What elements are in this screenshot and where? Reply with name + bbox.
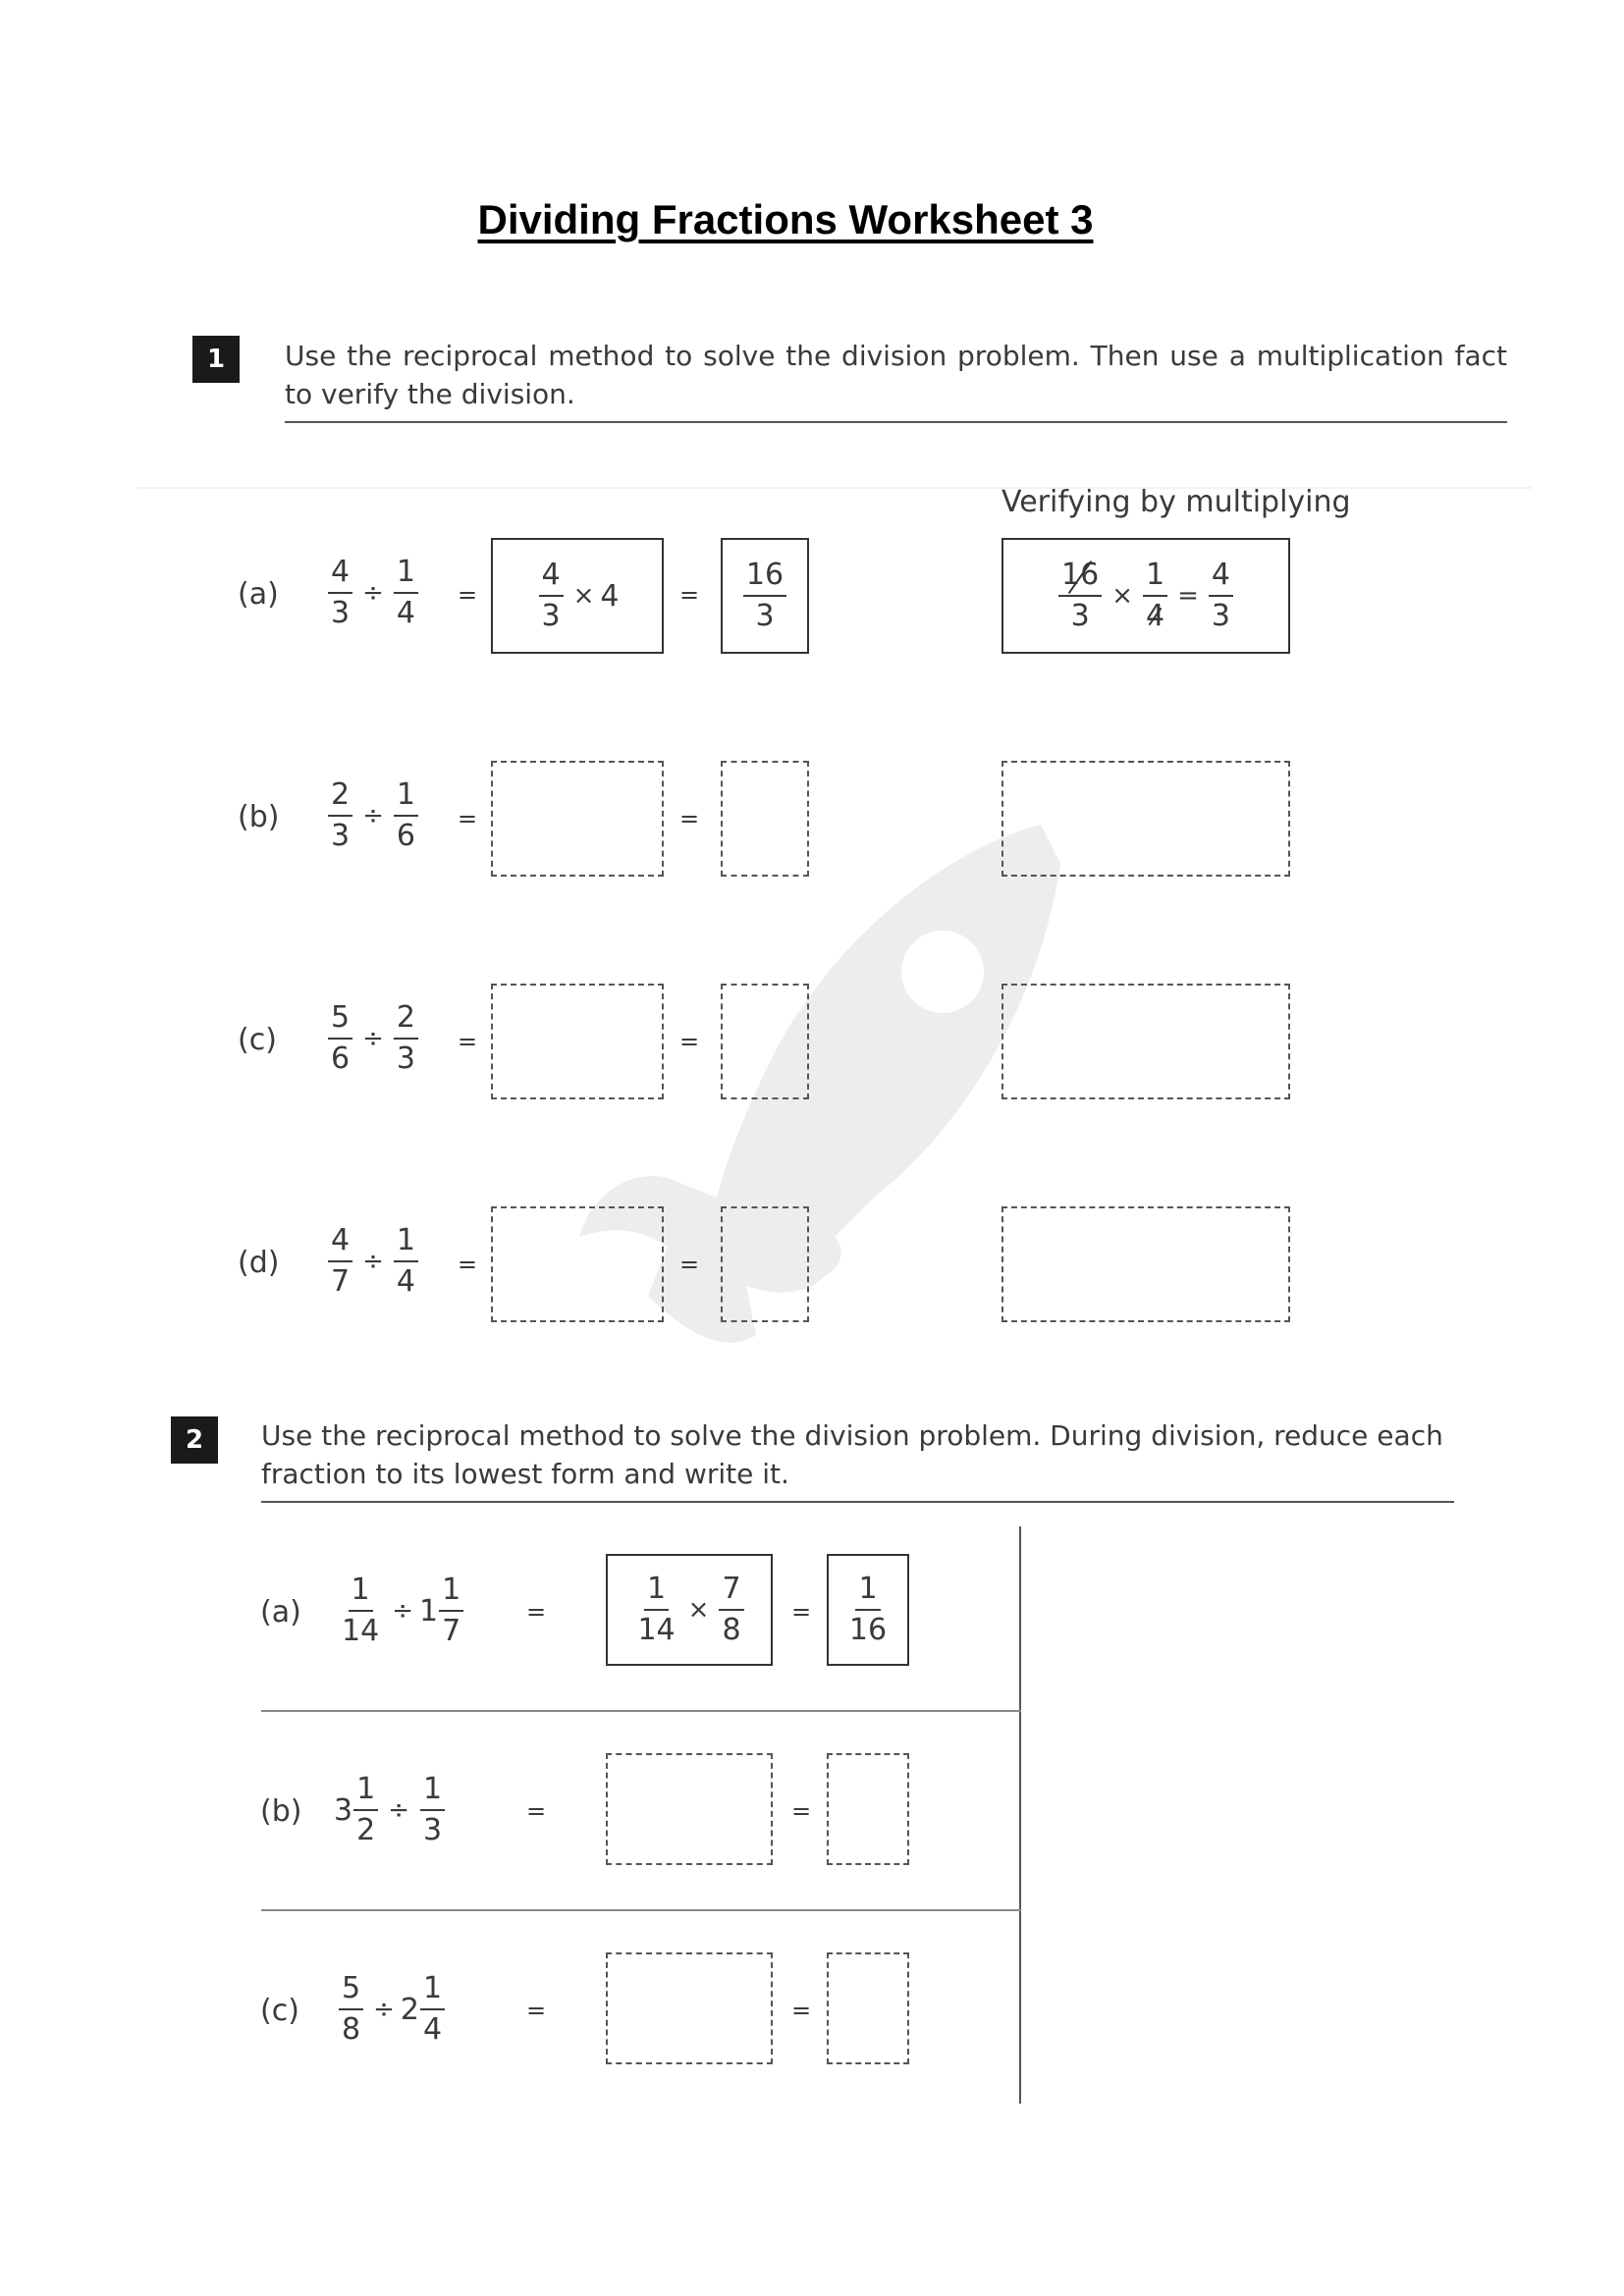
problem-label: (a) (238, 577, 279, 612)
equals-sign: = (526, 1797, 547, 1825)
reciprocal-box: $\frac{1}{14}$ × $\frac{7}{8}$ (606, 1554, 773, 1666)
division-expression: $\frac{5}{6}$ ÷ $\frac{2}{3}$ (324, 1000, 422, 1077)
division-expression: 3 $\frac{1}{2}$ ÷ $\frac{1}{3}$ (334, 1772, 449, 1848)
question-2-instruction: Use the reciprocal method to solve the division problem. During division, reduce each fraction to its lowest form and write it. (261, 1416, 1454, 1503)
question-number-1: 1 (192, 336, 240, 383)
division-expression: $\frac{4}{7}$ ÷ $\frac{1}{4}$ (324, 1223, 422, 1300)
row-divider (261, 1909, 1021, 1911)
problem-label: (c) (260, 1994, 299, 2028)
equals-sign: = (791, 1997, 812, 2024)
reciprocal-answer-box[interactable] (491, 1206, 664, 1322)
reciprocal-answer-box[interactable] (606, 1952, 773, 2064)
equals-sign: = (679, 1251, 700, 1278)
answer-box[interactable] (827, 1952, 909, 2064)
equals-sign: = (458, 581, 478, 609)
equals-sign: = (458, 1028, 478, 1055)
question-1-instruction: Use the reciprocal method to solve the division problem. Then use a multiplication fact to verify the division. (285, 337, 1507, 423)
problem-label: (b) (260, 1794, 302, 1829)
equals-sign: = (791, 1598, 812, 1626)
page-title: Dividing Fractions Worksheet 3 (477, 196, 1094, 242)
equals-sign: = (679, 1028, 700, 1055)
equals-sign: = (679, 805, 700, 832)
division-expression: $\frac{4}{3}$ ÷ $\frac{1}{4}$ (324, 555, 422, 631)
verify-box[interactable] (1001, 761, 1290, 877)
problem-label: (b) (238, 800, 280, 834)
table-right-border (1019, 1526, 1021, 2104)
reciprocal-answer-box[interactable] (491, 984, 664, 1099)
equals-sign: = (679, 581, 700, 609)
verify-box[interactable] (1001, 984, 1290, 1099)
problem-label: (c) (238, 1023, 277, 1057)
reciprocal-answer-box[interactable] (606, 1753, 773, 1865)
division-expression: $\frac{5}{8}$ ÷ 2 $\frac{1}{4}$ (334, 1971, 449, 2048)
division-expression: $\frac{1}{14}$ ÷ 1 $\frac{1}{7}$ (334, 1573, 467, 1649)
reciprocal-box: $\frac{4}{3}$ × 4 (491, 538, 664, 654)
division-expression: $\frac{2}{3}$ ÷ $\frac{1}{6}$ (324, 777, 422, 854)
dividend-fraction: $\frac{4}{3}$ (328, 555, 352, 631)
equals-sign: = (458, 805, 478, 832)
equals-sign: = (791, 1797, 812, 1825)
question-number-2: 2 (171, 1416, 218, 1464)
answer-box[interactable] (721, 761, 809, 877)
verify-box: $\frac{16}{3}$ × $\frac{1}{4}$ = $\frac{4}{3}$ (1001, 538, 1290, 654)
problem-label: (a) (260, 1595, 301, 1629)
answer-box: $\frac{1}{16}$ (827, 1554, 909, 1666)
divisor-fraction: $\frac{1}{4}$ (394, 555, 418, 631)
answer-box[interactable] (721, 984, 809, 1099)
answer-box: $\frac{16}{3}$ (721, 538, 809, 654)
answer-box[interactable] (827, 1753, 909, 1865)
equals-sign: = (526, 1997, 547, 2024)
equals-sign: = (458, 1251, 478, 1278)
verify-column-label: Verifying by multiplying (1001, 485, 1351, 519)
equals-sign: = (526, 1598, 547, 1626)
answer-box[interactable] (721, 1206, 809, 1322)
problem-label: (d) (238, 1246, 280, 1280)
verify-box[interactable] (1001, 1206, 1290, 1322)
row-divider (261, 1710, 1021, 1712)
reciprocal-answer-box[interactable] (491, 761, 664, 877)
